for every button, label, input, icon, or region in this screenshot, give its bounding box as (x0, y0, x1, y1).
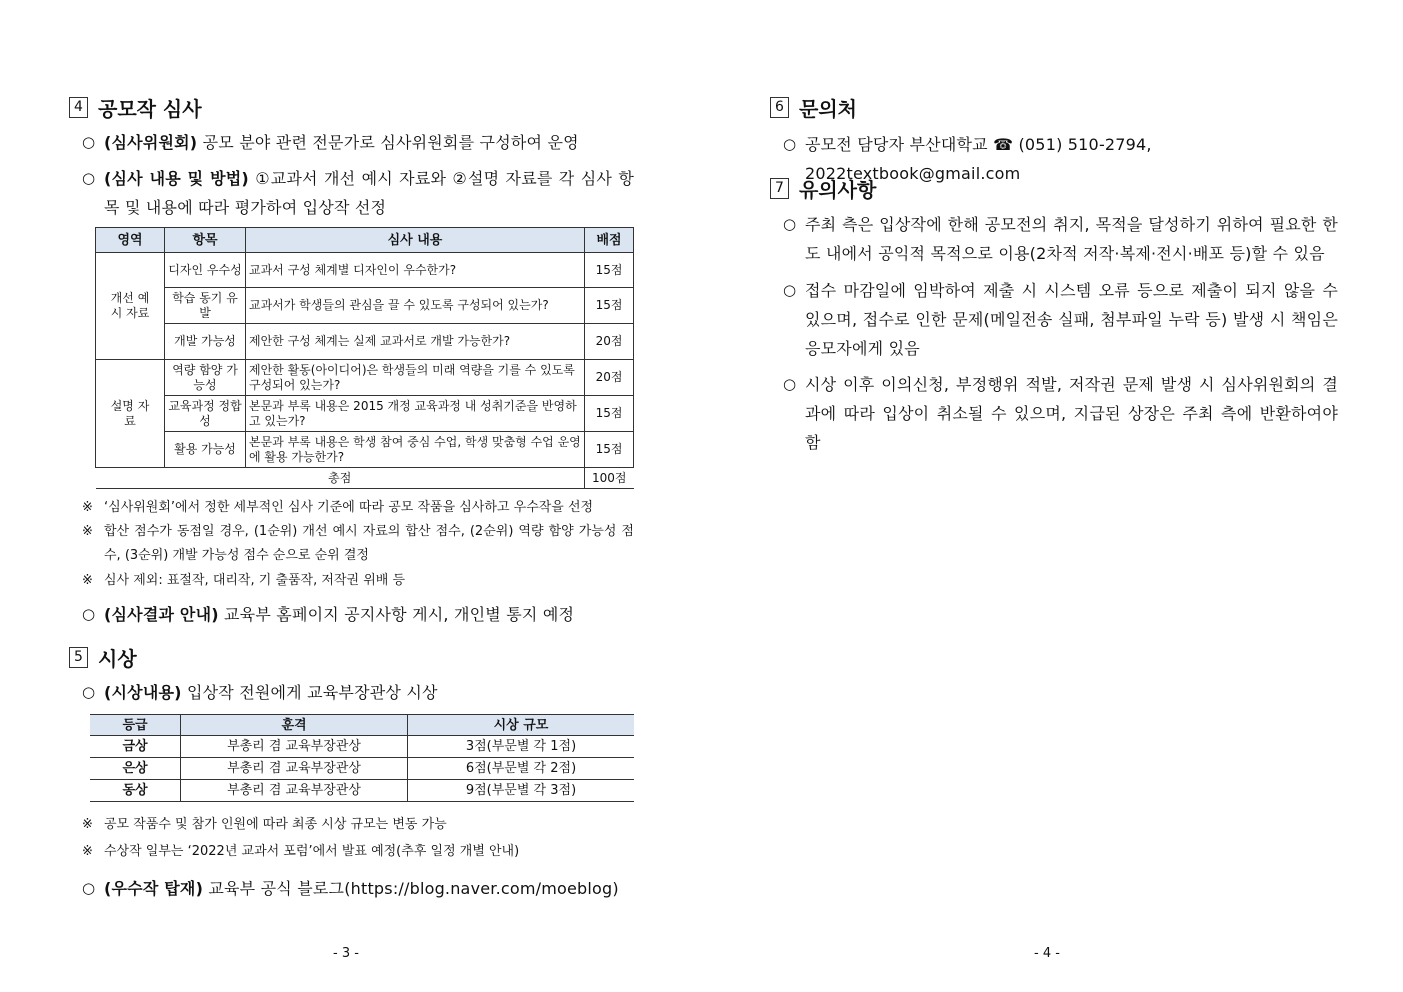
scale-cell: 3점(부문별 각 1점) (408, 736, 635, 758)
section-6-heading (770, 93, 857, 122)
score-cell: 20점 (585, 324, 634, 360)
page-3 (0, 0, 700, 992)
award-cell: 부총리 겸 교육부장관상 (181, 780, 408, 802)
content-cell: 본문과 부록 내용은 2015 개정 교육과정 내 성취기준을 반영하고 있는가? (246, 396, 585, 432)
note (82, 520, 634, 568)
note (82, 840, 634, 864)
content-cell: 교과서 구성 체계별 디자인이 우수한가? (246, 253, 585, 288)
header-scale: 시상 규모 (408, 715, 635, 736)
note-text: 심사 제외: 표절작, 대리작, 기 출품작, 저작권 위배 등 (104, 573, 405, 588)
bullet-text: 교육부 공식 블로그(https://blog.naver.com/moeblog) (208, 879, 619, 898)
section-title: 공모작 심사 (98, 97, 202, 121)
bullet-judging-committee (82, 128, 634, 158)
section-4-heading (69, 93, 202, 122)
note-text: ‘심사위원회’에서 정한 세부적인 심사 기준에 따라 공모 작품을 심사하고 우수작을 선정 (104, 500, 594, 515)
table-row (96, 288, 634, 324)
table-row (96, 324, 634, 360)
table-row (90, 758, 634, 780)
table-row (96, 432, 634, 468)
section-number: 4 (69, 97, 88, 118)
section-title: 문의처 (799, 97, 857, 121)
bullet-blog-posting (82, 874, 634, 904)
content-cell: 제안한 활동(아이디어)은 학생들의 미래 역량을 기를 수 있도록 구성되어 있는가? (246, 360, 585, 396)
table-row (96, 253, 634, 288)
bullet-text: ①교과서 개선 예시 자료와 ②설명 자료를 각 심사 항목 및 내용에 따라 평가하여 입상작 선정 (104, 169, 634, 217)
total-label: 총점 (96, 468, 585, 489)
bullet-label: (우수작 탑재) (104, 879, 204, 898)
bullet-mark: ○ (82, 683, 96, 701)
judging-criteria-table (95, 227, 634, 489)
header-score: 배점 (585, 228, 634, 253)
bullet-mark: ○ (82, 605, 96, 623)
area-cell: 설명 자료 (96, 360, 165, 468)
note-mark: ※ (82, 844, 93, 859)
bullet-award-cancellation (783, 370, 1338, 458)
section-5-heading (69, 643, 137, 672)
score-cell: 15점 (585, 288, 634, 324)
bullet-result-notice (82, 600, 634, 630)
header-item: 항목 (165, 228, 246, 253)
bullet-text: 입상작 전원에게 교육부장관상 시상 (186, 683, 438, 702)
bullet-mark: ○ (82, 133, 96, 151)
bullet-mark: ○ (82, 879, 96, 897)
bullet-submission-deadline (783, 276, 1338, 364)
area-cell: 개선 예시 자료 (96, 253, 165, 360)
note-text: 수상작 일부는 ‘2022년 교과서 포럼’에서 발표 예정(추후 일정 개별 안내) (104, 844, 520, 859)
table-row (96, 396, 634, 432)
bullet-mark: ○ (783, 281, 797, 299)
section-7-heading (770, 174, 876, 203)
item-cell: 학습 동기 유발 (165, 288, 246, 324)
score-cell: 20점 (585, 360, 634, 396)
header-grade: 등급 (90, 715, 181, 736)
section-title: 유의사항 (799, 178, 877, 202)
total-score: 100점 (585, 468, 634, 489)
bullet-text: 교육부 홈페이지 공지사항 게시, 개인별 통지 예정 (224, 605, 575, 624)
section-number: 7 (770, 178, 789, 199)
item-cell: 교육과정 정합성 (165, 396, 246, 432)
bullet-contact (783, 130, 1338, 183)
content-cell: 교과서가 학생들의 관심을 끌 수 있도록 구성되어 있는가? (246, 288, 585, 324)
table-row (96, 360, 634, 396)
bullet-text: 주최 측은 입상작에 한해 공모전의 취지, 목적을 달성하기 위하여 필요한 한도 내에서 공익적 목적으로 이용(2차적 저작·복제·전시·배포 등)할 수 있음 (805, 215, 1338, 263)
table-row (90, 780, 634, 802)
bullet-text: 시상 이후 이의신청, 부정행위 적발, 저작권 문제 발생 시 심사위원회의 결과에 따라 입상이 취소될 수 있으며, 지급된 상장은 주최 측에 반환하여야 함 (805, 375, 1338, 452)
note (82, 496, 634, 520)
table-header-row (90, 715, 634, 736)
bullet-usage-rights (783, 210, 1338, 270)
header-area: 영역 (96, 228, 165, 253)
bullet-text: 접수 마감일에 임박하여 제출 시 시스템 오류 등으로 제출이 되지 않을 수 있으며, 접수로 인한 문제(메일전송 실패, 첨부파일 누락 등) 발생 시 책임은 응모자에게 있음 (805, 281, 1338, 358)
page-number: - 4 - (1034, 946, 1060, 961)
bullet-label: (심사 내용 및 방법) (104, 169, 249, 188)
section-number: 5 (69, 647, 88, 668)
scale-cell: 6점(부문별 각 2점) (408, 758, 635, 780)
item-cell: 역량 함양 가능성 (165, 360, 246, 396)
score-cell: 15점 (585, 432, 634, 468)
score-cell: 15점 (585, 396, 634, 432)
bullet-award-content (82, 678, 634, 708)
total-row (96, 468, 634, 489)
page-4 (700, 0, 1403, 992)
grade-cell: 금상 (90, 736, 181, 758)
bullet-judging-method (82, 164, 634, 224)
note-text: 공모 작품수 및 참가 인원에 따라 최종 시상 규모는 변동 가능 (104, 817, 447, 832)
note (82, 569, 634, 593)
bullet-label: (심사결과 안내) (104, 605, 219, 624)
bullet-mark: ○ (783, 215, 797, 233)
note-mark: ※ (82, 573, 93, 588)
bullet-text: 공모 분야 관련 전문가로 심사위원회를 구성하여 운영 (202, 133, 579, 152)
scale-cell: 9점(부문별 각 3점) (408, 780, 635, 802)
item-cell: 개발 가능성 (165, 324, 246, 360)
grade-cell: 은상 (90, 758, 181, 780)
content-cell: 제안한 구성 체계는 실제 교과서로 개발 가능한가? (246, 324, 585, 360)
bullet-label: (시상내용) (104, 683, 182, 702)
note-mark: ※ (82, 817, 93, 832)
contact-text: 공모전 담당자 부산대학교 ☎ (051) 510-2794, 2022textbook@gmail.com (805, 135, 1152, 183)
note-mark: ※ (82, 500, 93, 515)
section-title: 시상 (98, 647, 137, 671)
award-cell: 부총리 겸 교육부장관상 (181, 736, 408, 758)
note (82, 813, 634, 837)
grade-cell: 동상 (90, 780, 181, 802)
content-cell: 본문과 부록 내용은 학생 참여 중심 수업, 학생 맞춤형 수업 운영에 활용 가능한가? (246, 432, 585, 468)
table-header-row (96, 228, 634, 253)
score-cell: 15점 (585, 253, 634, 288)
award-table (90, 714, 634, 802)
item-cell: 활용 가능성 (165, 432, 246, 468)
bullet-mark: ○ (783, 135, 797, 153)
table-row (90, 736, 634, 758)
note-mark: ※ (82, 524, 93, 539)
note-text: 합산 점수가 동점일 경우, (1순위) 개선 예시 자료의 합산 점수, (2순위) 역량 함양 가능성 점수, (3순위) 개발 가능성 점수 순으로 순위 결정 (104, 524, 634, 563)
bullet-label: (심사위원회) (104, 133, 198, 152)
section-number: 6 (770, 97, 789, 118)
bullet-mark: ○ (82, 169, 96, 187)
award-cell: 부총리 겸 교육부장관상 (181, 758, 408, 780)
item-cell: 디자인 우수성 (165, 253, 246, 288)
page-number: - 3 - (333, 946, 359, 961)
bullet-mark: ○ (783, 375, 797, 393)
header-award: 훈격 (181, 715, 408, 736)
header-content: 심사 내용 (246, 228, 585, 253)
